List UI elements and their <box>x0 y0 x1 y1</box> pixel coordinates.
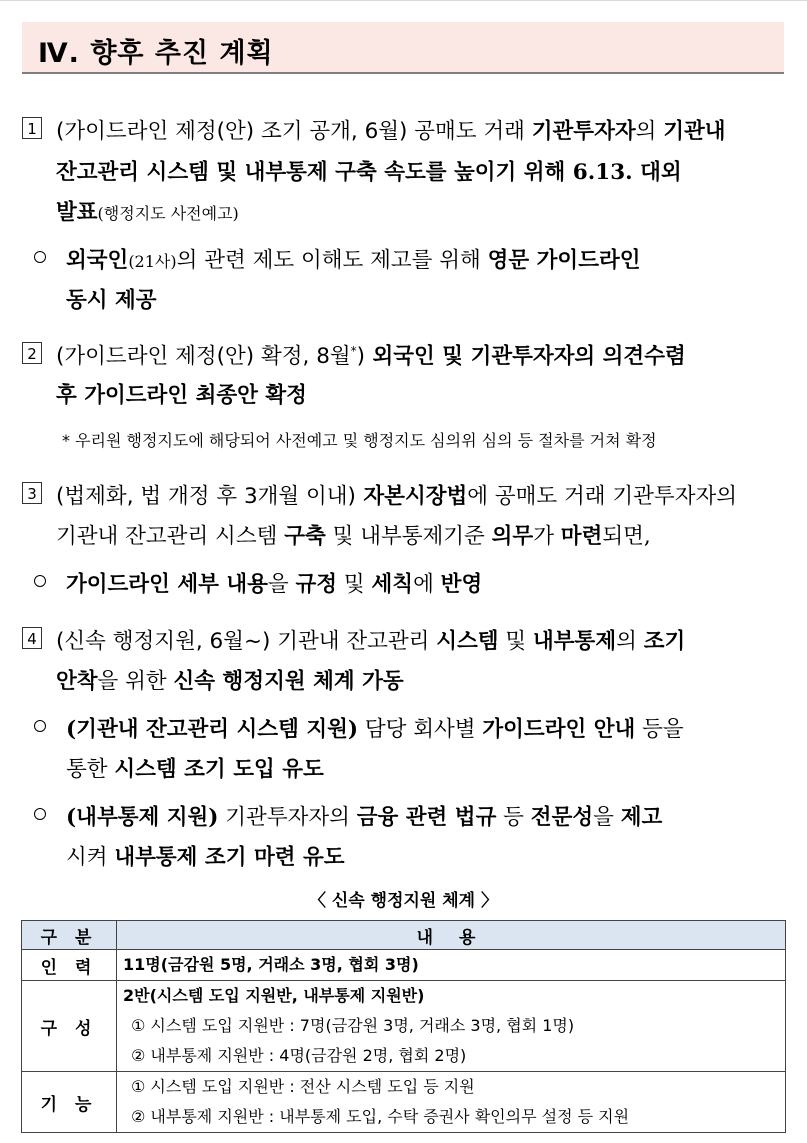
item-3-line-1: (법제화, 법 개정 후 3개월 이내) 자본시장법에 공매도 거래 기관투자자의 <box>56 484 737 509</box>
table-row <box>22 950 786 981</box>
bullet-circle-icon <box>34 720 46 732</box>
item-4-line-1: (신속 행정지원, 6월~) 기관내 잔고관리 시스템 및 내부통제의 조기 <box>56 629 686 654</box>
item-1-line-1: (가이드라인 제정(안) 조기 공개, 6월) 공매도 거래 기관투자자의 기관내 <box>56 119 726 144</box>
bullet-circle-icon <box>34 575 46 587</box>
table-caption: 〈 신속 행정지원 체계 〉 <box>308 891 499 911</box>
item-4-sub-2-line-2: 시켜 내부통제 조기 마련 유도 <box>66 845 345 870</box>
item-2-footnote: * 우리원 행정지도에 해당되어 사전예고 및 행정지도 심의위 심의 등 절차를 거쳐 확정 <box>62 431 657 450</box>
header-category: 구 분 <box>22 921 117 950</box>
bullet-circle-icon <box>34 808 46 820</box>
cell-line: ① 시스템 도입 지원반 : 7명(금감원 3명, 거래소 3명, 협회 1명) <box>131 1016 575 1035</box>
item-4-sub-1-line-1: (기관내 잔고관리 시스템 지원) 담당 회사별 가이드라인 안내 등을 <box>66 717 684 742</box>
row-label: 기 능 <box>22 1072 117 1133</box>
cell-line: ② 내부통제 지원반 : 내부통제 도입, 수탁 증권사 확인의무 설정 등 지원 <box>131 1107 630 1126</box>
item-4-line-2: 안착을 위한 신속 행정지원 체계 가동 <box>56 669 404 694</box>
item-1-sub-1-line-2: 동시 제공 <box>66 288 157 313</box>
item-1-line-2: 잔고관리 시스템 및 내부통제 구축 속도를 높이기 위해 6.13. 대외 <box>56 160 682 185</box>
cell-line: ② 내부통제 지원반 : 4명(금감원 2명, 협회 2명) <box>131 1046 467 1065</box>
row-label: 인 력 <box>22 950 117 981</box>
item-2-line-2: 후 가이드라인 최종안 확정 <box>56 383 307 408</box>
item-number-box: 3 <box>22 482 42 504</box>
item-4-sub-1-line-2: 통한 시스템 조기 도입 유도 <box>66 757 324 782</box>
row-content <box>117 950 786 981</box>
header-content: 내 용 <box>117 921 786 950</box>
bullet-circle-icon <box>34 251 46 263</box>
item-2-line-1: (가이드라인 제정(안) 확정, 8월*) 외국인 및 기관투자자의 의견수렴 <box>56 343 686 369</box>
cell-line: 2반(시스템 도입 지원반, 내부통제 지원반) <box>123 986 425 1005</box>
item-number-box: 4 <box>22 627 42 649</box>
item-number-box: 1 <box>22 117 42 139</box>
row-content <box>117 1072 786 1133</box>
item-1-line-3: 발표(행정지도 사전예고) <box>56 200 239 225</box>
row-label: 구 성 <box>22 981 117 1072</box>
cell-line: ① 시스템 도입 지원반 : 전산 시스템 도입 등 지원 <box>131 1077 475 1096</box>
table-header-row <box>22 921 786 950</box>
support-system-table <box>21 920 786 1133</box>
table-row <box>22 1072 786 1133</box>
cell-line: 11명(금감원 5명, 거래소 3명, 협회 3명) <box>123 955 419 974</box>
item-3-sub-1: 가이드라인 세부 내용을 규정 및 세칙에 반영 <box>66 572 483 597</box>
page-top-border <box>0 0 807 1</box>
item-4-sub-2-line-1: (내부통제 지원) 기관투자자의 금융 관련 법규 등 전문성을 제고 <box>66 805 663 830</box>
row-content <box>117 981 786 1072</box>
section-header <box>22 22 784 74</box>
section-title: Ⅳ. 향후 추진 계획 <box>38 38 274 69</box>
table-row <box>22 981 786 1072</box>
item-3-line-2: 기관내 잔고관리 시스템 구축 및 내부통제기준 의무가 마련되면, <box>56 524 651 549</box>
item-number-box: 2 <box>22 342 42 364</box>
item-1-sub-1-line-1: 외국인(21사)의 관련 제도 이해도 제고를 위해 영문 가이드라인 <box>66 248 641 273</box>
